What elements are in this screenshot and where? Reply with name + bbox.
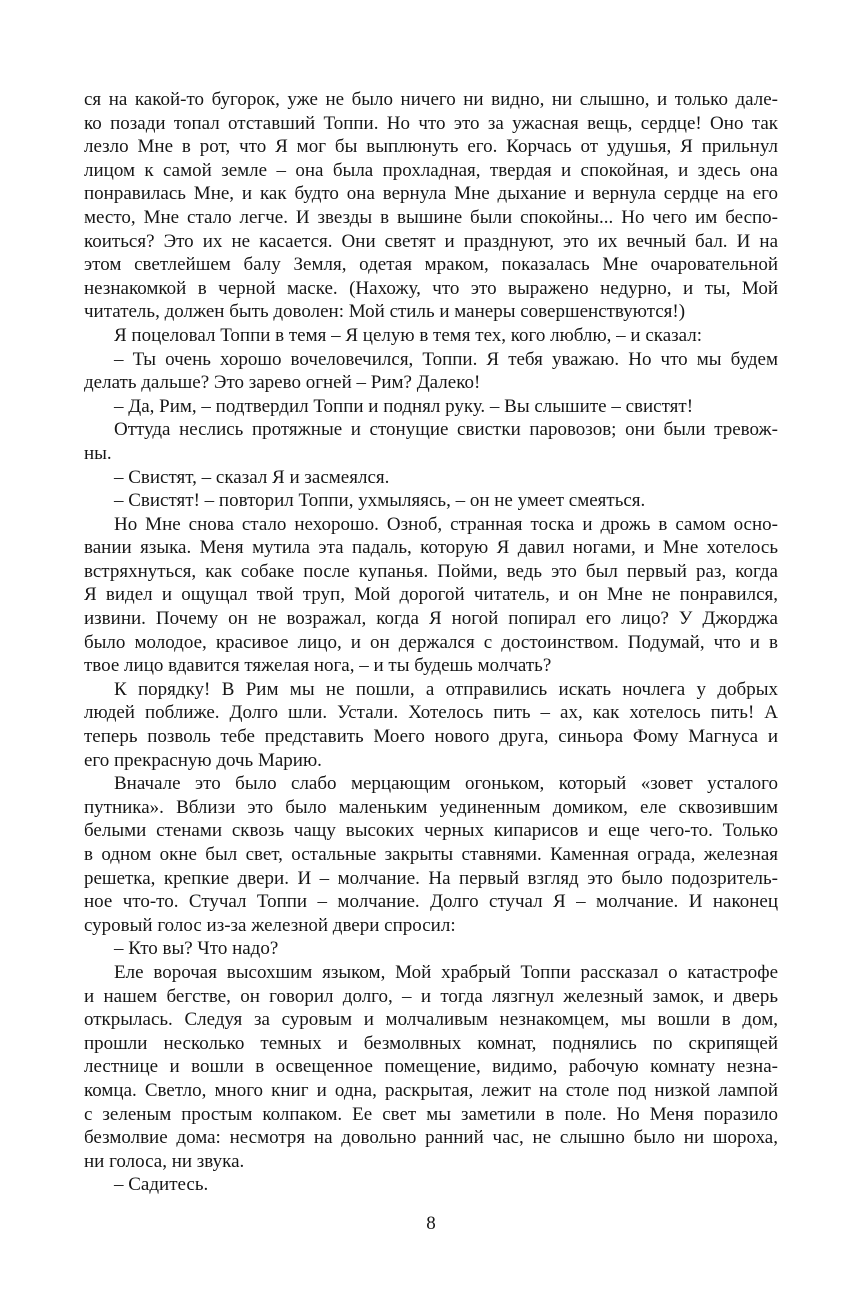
text-line: твое лицо вдавится тяжелая нога, – и ты будешь молчать? [84, 655, 552, 677]
text-line: его прекрасную дочь Марию. [84, 749, 322, 771]
text-line: читатель, должен быть доволен: Мой стиль и манеры совершенствуются!) [84, 301, 686, 323]
text-line: и нашем бегстве, он говорил долго, – и тогда лязгнул железный замок, и дверь [84, 985, 778, 1007]
text-line: извини. Почему он не возражал, когда Я ногой попирал его лицо? У Джорджа [84, 608, 778, 630]
page-number: 8 [426, 1213, 436, 1234]
text-line: этом светлейшем балу Земля, одетая мраком, показалась Мне очаровательной [84, 254, 778, 276]
text-line: Я поцеловал Топпи в темя – Я целую в темя тех, кого люблю, – и сказал: [114, 324, 703, 346]
text-line: в одном окне был свет, остальные закрыты ставнями. Каменная ограда, железная [84, 844, 778, 865]
text-line: с зеленым простым колпаком. Ее свет мы заметили в поле. Но Меня поразило [84, 1103, 778, 1125]
text-line: ся на какой-то бугорок, уже не было ничего ни видно, ни слышно, и только дале- [84, 89, 778, 110]
book-page-text [84, 88, 778, 1197]
text-line: – Ты очень хорошо вочеловечился, Топпи. Я тебя уважаю. Но что мы будем [114, 348, 778, 370]
text-line: понравилась Мне, и как будто она вернула Мне дыхание и вернула сердце на его [84, 183, 778, 205]
text-line: ны. [84, 442, 112, 464]
text-line: Оттуда неслись протяжные и стонущие свистки паровозов; они были тревож- [114, 419, 778, 441]
text-line: – Свистят! – повторил Топпи, ухмыляясь, – он не умеет смеяться. [114, 490, 646, 512]
text-line: Вначале это было слабо мерцающим огоньком, который «зовет усталого [114, 773, 778, 795]
text-line: лезло Мне в рот, что Я мог бы выплюнуть его. Корчась от удушья, Я прильнул [84, 136, 778, 158]
text-line: место, Мне стало легче. И звезды в вышине были спокойны... Но чего им беспо- [84, 206, 778, 228]
text-line: коиться? Это их не касается. Они светят и празднуют, это их вечный бал. И на [84, 230, 778, 252]
text-line: открылась. Следуя за суровым и молчаливым незнакомцем, мы вошли в дом, [84, 1009, 778, 1031]
text-line: лестнице и вошли в освещенное помещение, видимо, рабочую комнату незна- [84, 1056, 778, 1078]
text-line: – Садитесь. [114, 1174, 209, 1196]
text-line: – Свистят, – сказал Я и засмеялся. [114, 466, 390, 488]
text-line: ни голоса, ни звука. [84, 1150, 245, 1172]
text-line: путника». Вблизи это было маленьким уединенным домиком, еле сквозившим [84, 796, 778, 818]
text-line: – Да, Рим, – подтвердил Топпи и поднял руку. – Вы слышите – свистят! [114, 395, 694, 417]
text-line: К порядку! В Рим мы не пошли, а отправились искать ночлега у добрых [114, 678, 778, 700]
text-line: вании языка. Меня мутила эта падаль, которую Я давил ногами, и Мне хотелось [84, 537, 778, 559]
text-line: белыми стенами сквозь чащу высоких черных кипарисов и еще чего-то. Только [84, 820, 778, 842]
text-line: Я видел и ощущал твой труп, Мой дорогой читатель, и он Мне не понравился, [84, 584, 778, 606]
text-line: ко позади топал отставший Топпи. Но что это за ужасная вещь, сердце! Оно так [84, 112, 778, 134]
text-line: встряхнуться, как собаке после купанья. Пойми, ведь это был первый раз, когда [84, 560, 778, 582]
text-line: суровый голос из-за железной двери спросил: [84, 914, 456, 936]
text-line: делать дальше? Это зарево огней – Рим? Далеко! [84, 372, 481, 394]
text-line: людей поближе. Долго шли. Устали. Хотелось пить – ах, как хотелось пить! А [84, 702, 778, 724]
text-line: было молодое, красивое лицо, и он держался с достоинством. Подумай, что и в [84, 631, 778, 653]
text-line: незнакомкой в черной маске. (Нахожу, что это выражено недурно, и ты, Мой [84, 277, 778, 299]
text-line: комца. Светло, много книг и одна, раскрытая, лежит на столе под низкой лампой [84, 1079, 778, 1101]
text-line: прошли несколько темных и безмолвных комнат, поднялись по скрипящей [84, 1032, 778, 1054]
text-line: решетка, крепкие двери. И – молчание. На первый взгляд это было подозритель- [84, 867, 778, 889]
text-line: безмолвие дома: несмотря на довольно ранний час, не слышно было ни шороха, [84, 1127, 778, 1149]
text-line: лицом к самой земле – она была прохладная, твердая и спокойная, и здесь она [84, 159, 778, 181]
text-line: ное что-то. Стучал Топпи – молчание. Долго стучал Я – молчание. И наконец [84, 891, 778, 913]
text-line: Но Мне снова стало нехорошо. Озноб, странная тоска и дрожь в самом осно- [114, 513, 778, 535]
text-line: – Кто вы? Что надо? [114, 938, 279, 960]
text-line: теперь позволь тебе представить Моего нового друга, синьора Фому Магнуса и [84, 726, 778, 748]
text-line: Еле ворочая высохшим языком, Мой храбрый Топпи рассказал о катастрофе [114, 961, 778, 983]
